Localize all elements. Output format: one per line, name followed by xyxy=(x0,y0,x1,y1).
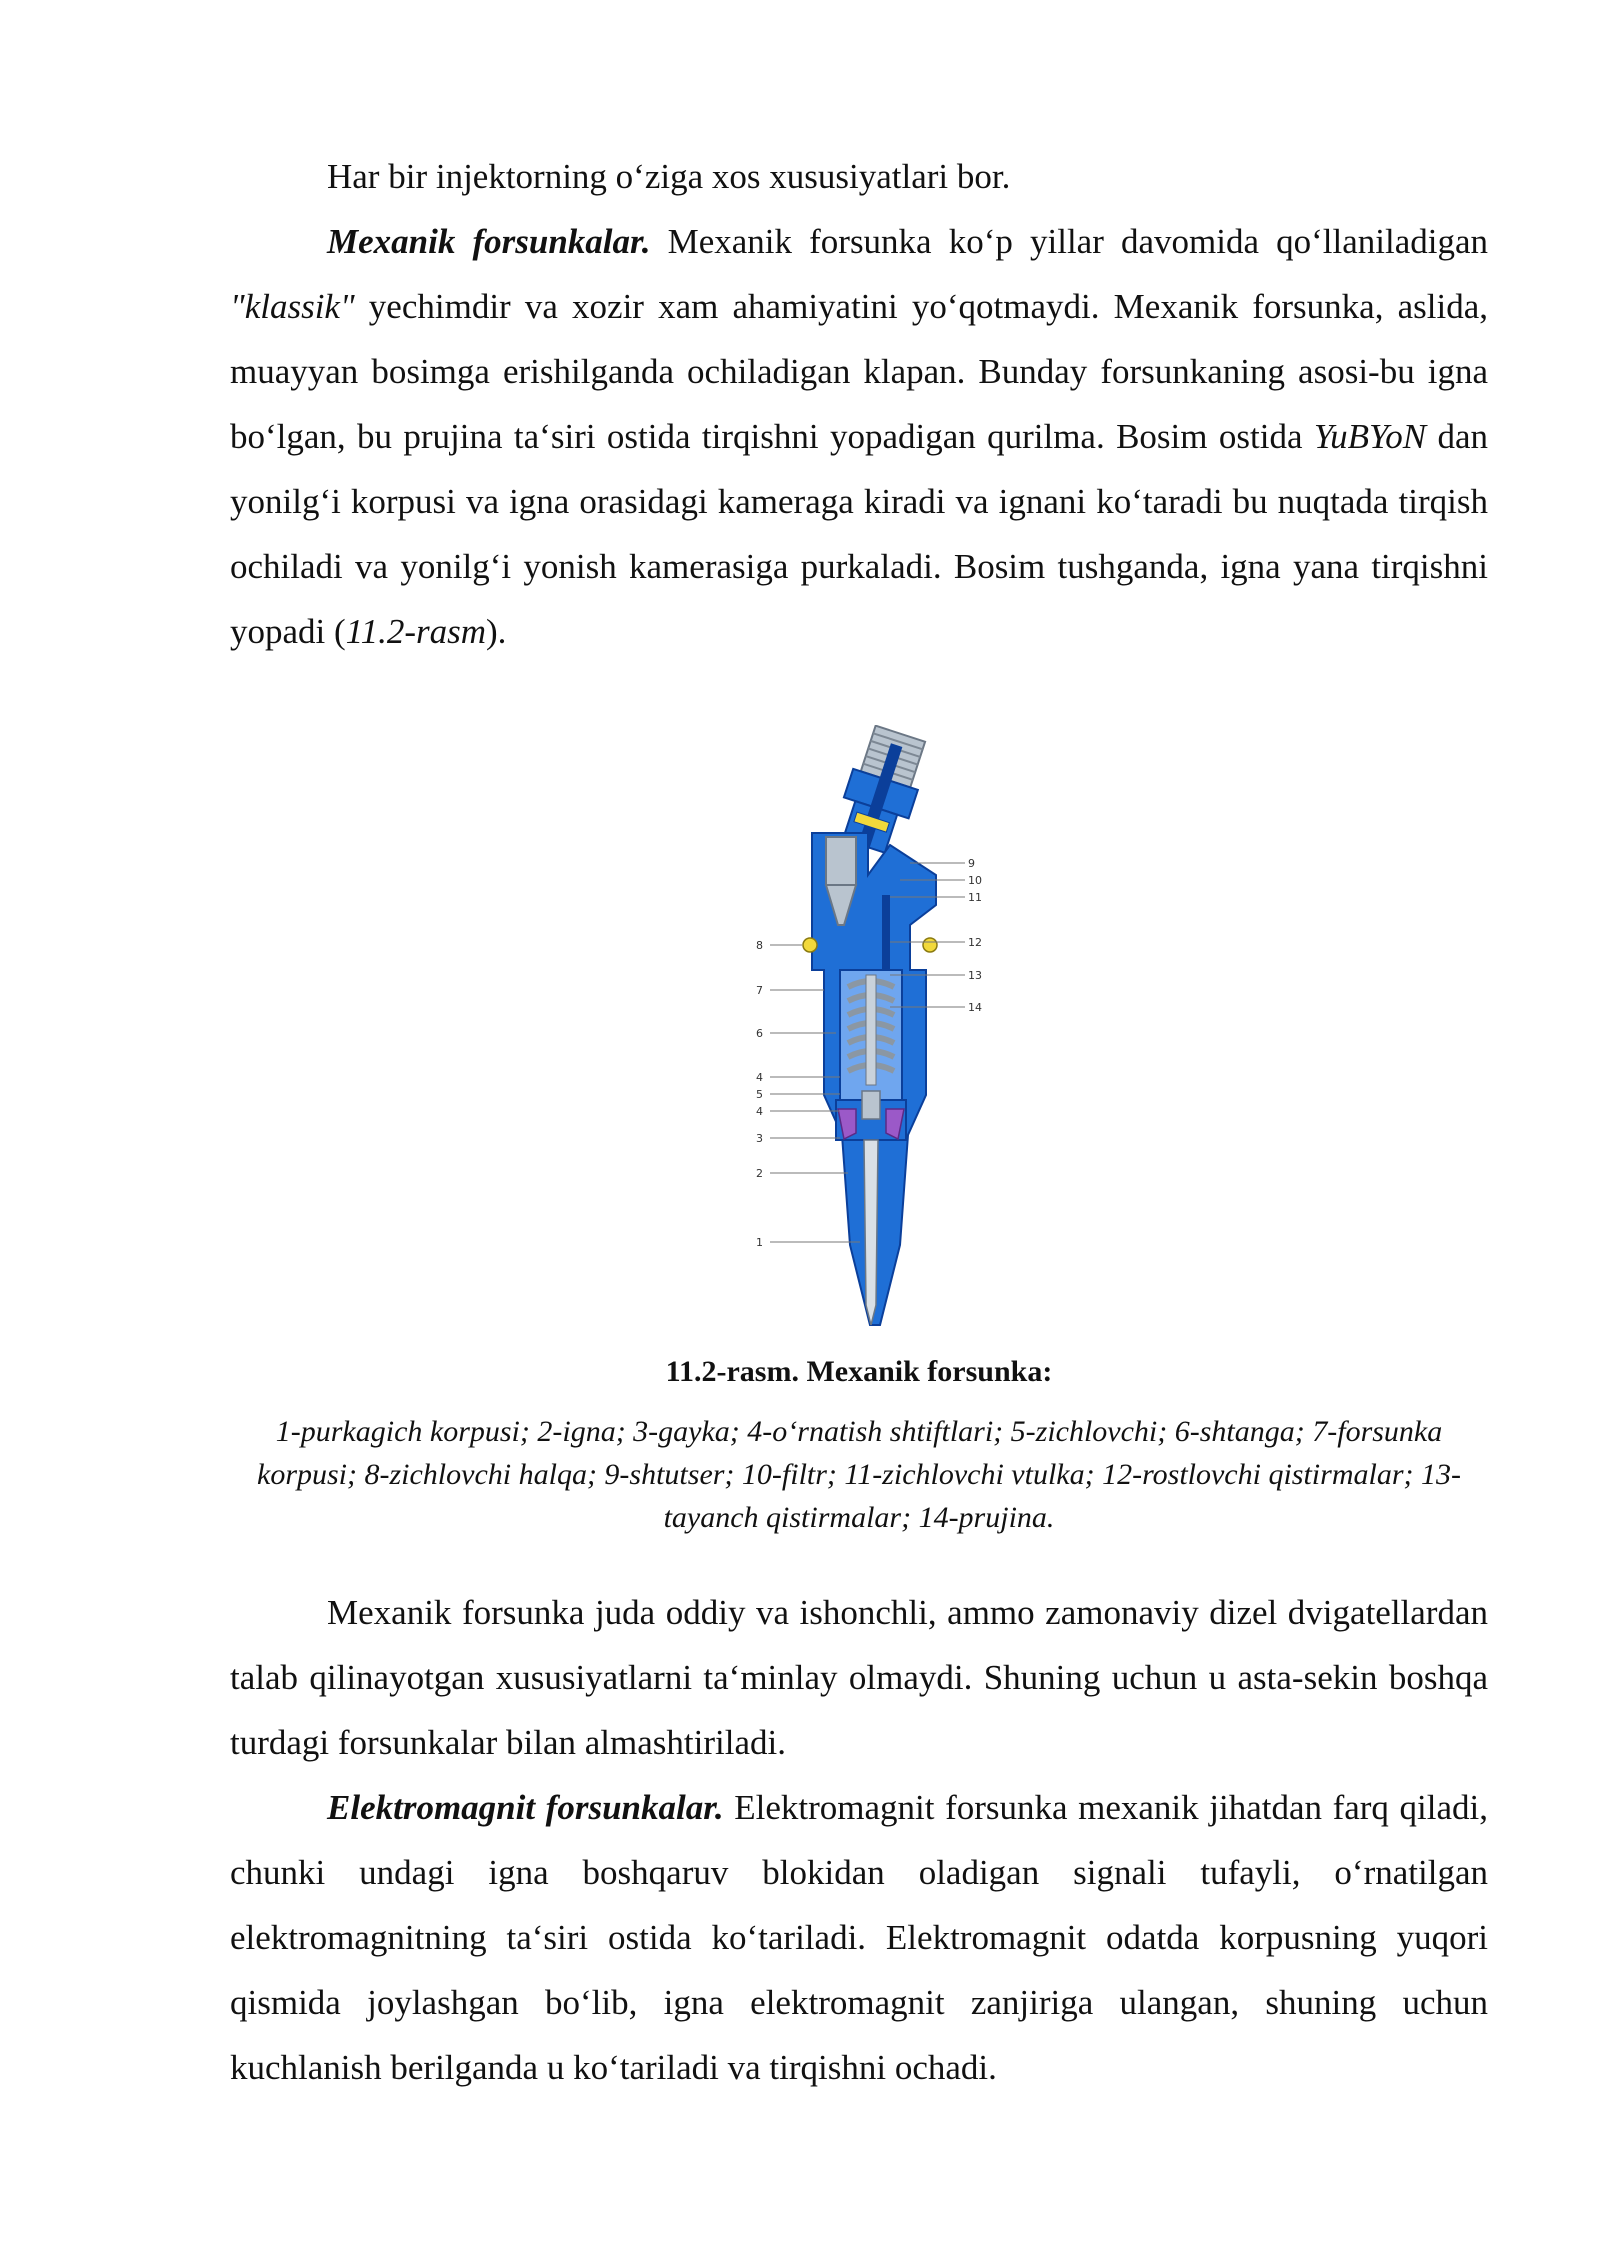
label-1: 1 xyxy=(756,1236,763,1249)
paragraph-electromagnetic-injectors xyxy=(230,1775,1488,2100)
paragraph-text: Elektromagnit forsunka mexanik jihatdan farq qiladi, chunki undagi igna boshqaruv blokidan oladigan signali tufayli, o‘rnatilgan elektromagnitning ta‘siri ostida ko‘tariladi. Elektromagnit odatda korpusning yuqori qismida joylashgan bo‘lib, igna elektromagnit zanjiriga ulangan, shuning uchun kuchlanish berilganda u ko‘tariladi va tirqishni ochadi. xyxy=(230,1788,1488,2087)
label-9: 9 xyxy=(968,857,975,870)
label-6: 6 xyxy=(756,1027,763,1040)
paragraph-text: ). xyxy=(486,612,507,651)
label-12: 12 xyxy=(968,936,982,949)
label-7: 7 xyxy=(756,984,763,997)
needle-igna xyxy=(864,1140,878,1325)
italic-term-yubyon: YuBYoN xyxy=(1313,417,1427,456)
italic-term-klassik: "klassik" xyxy=(230,287,355,326)
paragraph-intro xyxy=(230,144,1488,209)
heading-electromagnetic-injectors: Elektromagnit forsunkalar. xyxy=(327,1788,724,1827)
paragraph-mechanical-injectors xyxy=(230,209,1488,664)
paragraph-text: Mexanik forsunka juda oddiy va ishonchli, ammo zamonaviy dizel dvigatellardan talab qilinayotgan xususiyatlarni ta‘minlay olmaydi. Shuning uchun u asta-sekin boshqa turdagi forsunkalar bilan almashtiriladi. xyxy=(230,1593,1488,1762)
paragraph-text: yechimdir va xozir xam ahamiyatini yo‘qotmaydi. Mexanik forsunka, aslida, muayyan bosimga erishilganda ochiladigan klapan. Bunday forsunkaning asosi-bu igna bo‘lgan, bu prujina ta‘siri ostida tirqishni yopadigan qurilma. Bosim ostida xyxy=(230,287,1488,456)
text-block-top xyxy=(230,144,1488,664)
label-13: 13 xyxy=(968,969,982,982)
label-3: 3 xyxy=(756,1132,763,1145)
paragraph-mechanical-summary xyxy=(230,1580,1488,1775)
label-8: 8 xyxy=(756,939,763,952)
label-4: 4 xyxy=(756,1105,763,1118)
paragraph-intro-text: Har bir injektorning o‘ziga xos xususiyatlari bor. xyxy=(327,157,1011,196)
fuel-channel xyxy=(882,895,890,975)
paragraph-text: Mexanik forsunka ko‘p yillar davomida qo‘llaniladigan xyxy=(650,222,1489,261)
figure-reference: 11.2-rasm xyxy=(345,612,486,651)
label-10: 10 xyxy=(968,874,982,887)
label-2: 2 xyxy=(756,1167,763,1180)
label-4: 4 xyxy=(756,1071,763,1084)
label-14: 14 xyxy=(968,1001,982,1014)
label-11: 11 xyxy=(968,891,982,904)
heading-mechanical-injectors: Mexanik forsunkalar. xyxy=(327,222,651,261)
top-plug xyxy=(826,837,856,885)
injector-figure xyxy=(740,725,1000,1340)
seal-ring xyxy=(803,938,817,952)
figure-caption-body: 1-purkagich korpusi; 2-igna; 3-gayka; 4-o‘rnatish shtiftlari; 5-zichlovchi; 6-shtanga; 7-forsunka korpusi; 8-zichlovchi halqa; 9-shtutser; 10-filtr; 11-zichlovchi vtulka; 12-rostlovchi qistirmalar; 13-tayanch qistirmalar; 14-prujina. xyxy=(257,1415,1461,1534)
paragraph-text: dan yonilg‘i korpusi va igna orasidagi kameraga kiradi va ignani ko‘taradi bu nuqtada tirqish ochiladi va yonilg‘i yonish kamerasiga purkaladi. Bosim tushganda, igna yana tirqishni yopadi ( xyxy=(230,417,1488,651)
text-block-bottom xyxy=(230,1580,1488,2100)
injector-diagram xyxy=(740,725,1000,1340)
figure-caption-title: 11.2-rasm. Mexanik forsunka: xyxy=(665,1355,1053,1388)
label-5: 5 xyxy=(756,1088,763,1101)
